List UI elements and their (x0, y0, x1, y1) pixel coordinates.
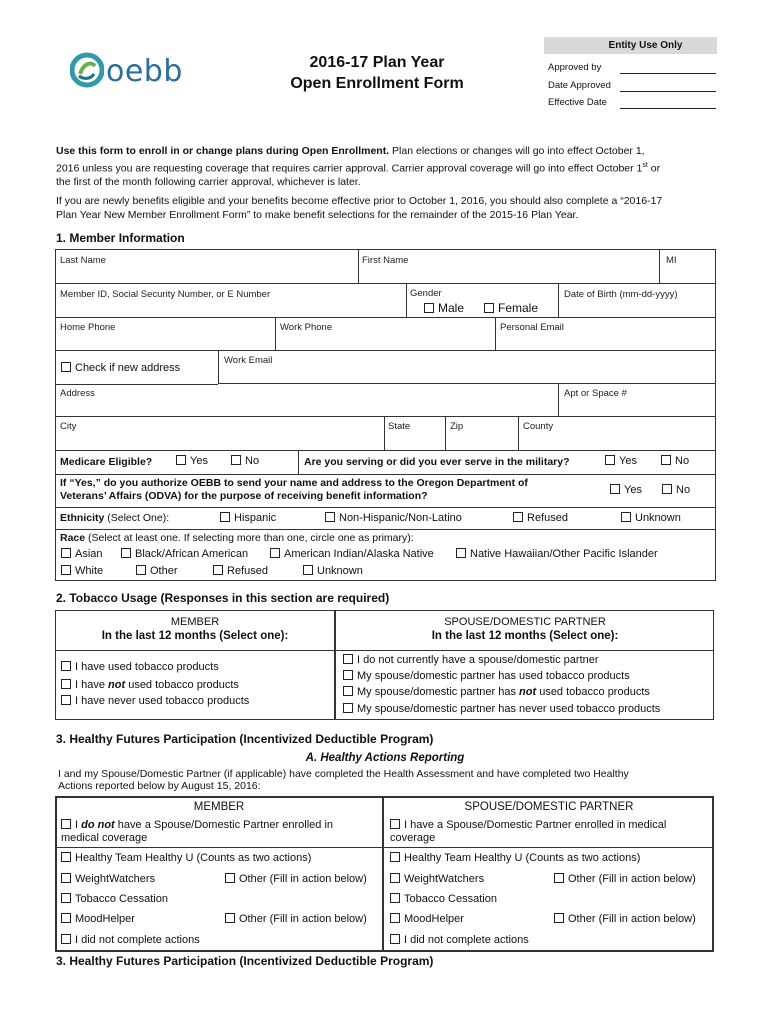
odva-no-checkbox[interactable] (662, 484, 672, 494)
option-text: Tobacco Cessation (404, 893, 497, 905)
ha-member-moodhelper-option[interactable] (61, 913, 135, 925)
new-address-checkbox[interactable] (61, 362, 71, 372)
gender-label: Gender (410, 288, 442, 299)
approved-by-label: Approved by (548, 62, 602, 73)
ha-member-header: MEMBER (193, 801, 245, 813)
medicare-label: Medicare Eligible? (60, 456, 153, 468)
intro-text: If you are newly benefits eligible and your benefits become effective prior to October 1, 2016, you should also complete a “2016-17 (56, 195, 663, 207)
ethnicity-refused-label: Refused (527, 512, 568, 524)
american-indian-label: American Indian/Alaska Native (284, 548, 434, 560)
hispanic-checkbox[interactable] (220, 512, 230, 522)
state-label: State (388, 421, 411, 432)
race-bold: Race (60, 532, 86, 544)
race-unknown-label: Unknown (317, 565, 363, 577)
option-text: Other (Fill in action below) (568, 913, 696, 925)
ha-member-healthy-team-checkbox[interactable] (61, 852, 71, 862)
ha-member-tobacco-cessation-checkbox[interactable] (61, 893, 71, 903)
military-no-checkbox[interactable] (661, 455, 671, 465)
race-other-option[interactable] (136, 565, 178, 577)
ethnicity-hispanic-option[interactable] (220, 512, 276, 524)
medicare-yes-checkbox[interactable] (176, 455, 186, 465)
option-text: I did not complete actions (404, 934, 529, 946)
odva-yes-option[interactable] (610, 484, 642, 496)
section3-desc-line1: I and my Spouse/Domestic Partner (if applicable) have completed the Health Assessment and have completed two Healthy (58, 768, 629, 780)
option-text: have a Spouse/Domestic Partner enrolled in (114, 819, 334, 831)
race-refused-checkbox[interactable] (213, 565, 223, 575)
ha-member-other-2-option[interactable] (225, 913, 367, 925)
ethnicity-unknown-checkbox[interactable] (621, 512, 631, 522)
form-title (272, 52, 482, 94)
odva-question (60, 477, 600, 503)
hispanic-label: Hispanic (234, 512, 277, 524)
ha-member-no-spouse-option[interactable] (61, 819, 379, 845)
military-label: Are you serving or did you ever serve in the military? (304, 456, 570, 468)
intro-bold: Use this form to enroll in or change plans during Open Enrollment. (56, 145, 390, 157)
section3-subtitle: A. Healthy Actions Reporting (305, 752, 465, 764)
effective-date-label: Effective Date (548, 97, 607, 108)
section3-title: 3. Healthy Futures Participation (Incentivized Deductible Program) (56, 732, 434, 746)
military-no-option[interactable] (661, 455, 689, 467)
intro-sup: st (642, 161, 648, 169)
ethnicity-unknown-label: Unknown (635, 512, 681, 524)
race-asian-option[interactable] (61, 548, 103, 560)
tobacco-spouse-used-option[interactable] (343, 670, 630, 682)
logo-text: oebb (106, 54, 183, 89)
tobacco-spouse-not-used-option[interactable] (343, 686, 650, 698)
option-text: I have a Spouse/Domestic Partner enrolled in medical (404, 819, 667, 831)
pacific-islander-label: Native Hawaiian/Other Pacific Islander (470, 548, 658, 560)
option-text: My spouse/domestic partner has (357, 686, 520, 698)
state-field[interactable] (385, 434, 445, 448)
form-title-line2: Open Enrollment Form (290, 75, 464, 92)
male-checkbox[interactable] (424, 303, 434, 313)
ethnicity-refused-option[interactable] (513, 512, 568, 524)
american-indian-checkbox[interactable] (270, 548, 280, 558)
date-approved-label: Date Approved (548, 80, 611, 91)
asian-label: Asian (75, 548, 103, 560)
race-refused-option[interactable] (213, 565, 268, 577)
ha-spouse-not-complete-option[interactable] (390, 934, 529, 946)
pacific-islander-checkbox[interactable] (456, 548, 466, 558)
option-text: My spouse/domestic partner has never used tobacco products (357, 703, 661, 715)
race-unknown-checkbox[interactable] (303, 565, 313, 575)
military-yes-checkbox[interactable] (605, 455, 615, 465)
section2-title: 2. Tobacco Usage (Responses in this section are required) (56, 591, 390, 605)
apt-label: Apt or Space # (564, 388, 627, 399)
tobacco-spouse-never-checkbox[interactable] (343, 703, 353, 713)
tobacco-spouse-not-used-checkbox[interactable] (343, 686, 353, 696)
tobacco-spouse-header (336, 615, 714, 643)
ethnicity-refused-checkbox[interactable] (513, 512, 523, 522)
section3-footer-title: 3. Healthy Futures Participation (Incentivized Deductible Program) (56, 954, 434, 968)
dob-label: Date of Birth (mm-dd-yyyy) (564, 289, 678, 300)
form-title-line1: 2016-17 Plan Year (309, 54, 445, 71)
member-id-label: Member ID, Social Security Number, or E Number (60, 289, 271, 300)
last-name-label: Last Name (60, 255, 106, 266)
option-text: My spouse/domestic partner has used tobacco products (357, 670, 630, 682)
ha-spouse-weightwatchers-checkbox[interactable] (390, 873, 400, 883)
address-field[interactable] (56, 401, 558, 415)
home-phone-label: Home Phone (60, 322, 116, 333)
ha-spouse-other-2-option[interactable] (554, 913, 696, 925)
personal-email-field[interactable] (496, 335, 715, 349)
zip-label: Zip (450, 421, 464, 432)
gender-female-option[interactable] (484, 301, 538, 315)
ha-spouse-tobacco-cessation-option[interactable] (390, 893, 497, 905)
option-text: Other (Fill in action below) (568, 873, 696, 885)
odva-yes-checkbox[interactable] (610, 484, 620, 494)
ethnicity-unknown-option[interactable] (621, 512, 681, 524)
county-label: County (523, 421, 554, 432)
ha-spouse-not-complete-checkbox[interactable] (390, 934, 400, 944)
county-field[interactable] (519, 434, 715, 448)
ethnicity-label (60, 512, 169, 524)
option-text: MoodHelper (404, 913, 464, 925)
non-hispanic-checkbox[interactable] (325, 512, 335, 522)
option-text: Healthy Team Healthy U (Counts as two actions) (75, 852, 312, 864)
ethnicity-rest: (Select One): (104, 512, 170, 524)
race-american-indian-option[interactable] (270, 548, 434, 560)
first-name-field[interactable] (359, 268, 659, 282)
section1-title: 1. Member Information (56, 231, 185, 245)
race-other-label: Other (150, 565, 178, 577)
zip-field[interactable] (446, 434, 518, 448)
female-label: Female (498, 301, 539, 315)
non-hispanic-label: Non-Hispanic/Non-Latino (339, 512, 462, 524)
entity-use-title: Entity Use Only (544, 37, 717, 54)
section3-description (58, 768, 718, 792)
ha-spouse-other-2-checkbox[interactable] (554, 913, 564, 923)
option-text: I have used tobacco products (75, 661, 219, 673)
male-label: Male (438, 301, 465, 315)
black-checkbox[interactable] (121, 548, 131, 558)
ha-spouse-moodhelper-option[interactable] (390, 913, 464, 925)
ha-member-tobacco-cessation-option[interactable] (61, 893, 168, 905)
work-email-label: Work Email (224, 355, 273, 366)
no-label: No (676, 484, 691, 496)
tobacco-spouse-never-option[interactable] (343, 703, 660, 715)
address-label: Address (60, 388, 95, 399)
last-name-field[interactable] (56, 268, 358, 282)
odva-line1: If “Yes,” do you authorize OEBB to send your name and address to the Oregon Department of (60, 477, 528, 489)
intro-text: the first of the month following carrier approval, whichever is later. (56, 175, 361, 188)
option-text: I have (75, 679, 109, 691)
option-text: used tobacco products (125, 679, 239, 691)
tobacco-member-never-checkbox[interactable] (61, 695, 71, 705)
tobacco-member-h2: In the last 12 months (Select one): (101, 630, 289, 642)
medicare-yes-option[interactable] (176, 455, 208, 467)
ha-spouse-header: SPOUSE/DOMESTIC PARTNER (464, 801, 634, 813)
option-text: Tobacco Cessation (75, 893, 168, 905)
personal-email-label: Personal Email (500, 322, 564, 333)
ha-member-other-1-checkbox[interactable] (225, 873, 235, 883)
dob-field[interactable] (559, 302, 715, 316)
mi-field[interactable] (660, 268, 715, 282)
city-label: City (60, 421, 77, 432)
work-email-field[interactable] (219, 368, 715, 382)
medicare-no-checkbox[interactable] (231, 455, 241, 465)
date-approved-line[interactable] (620, 91, 716, 92)
ha-spouse-enrolled-checkbox[interactable] (390, 819, 400, 829)
race-label (60, 532, 414, 544)
intro-text: Plan Year New Member Enrollment Form” to make benefit selections for the remainder of the 2015-16 Plan Year. (56, 208, 579, 221)
first-name-label: First Name (362, 255, 409, 266)
ethnicity-non-hispanic-option[interactable] (325, 512, 462, 524)
tobacco-spouse-h1: SPOUSE/DOMESTIC PARTNER (444, 616, 606, 628)
race-rest: (Select at least one. If selecting more than one, circle one as primary): (85, 532, 414, 544)
yes-label: Yes (190, 455, 208, 467)
ha-spouse-healthy-team-checkbox[interactable] (390, 852, 400, 862)
ha-member-weightwatchers-option[interactable] (61, 873, 155, 885)
option-text: Other (Fill in action below) (239, 913, 367, 925)
medicare-no-option[interactable] (231, 455, 259, 467)
ha-member-healthy-team-option[interactable] (61, 852, 311, 864)
female-checkbox[interactable] (484, 303, 494, 313)
ha-spouse-other-1-checkbox[interactable] (554, 873, 564, 883)
new-address-option[interactable] (61, 362, 180, 374)
mi-label: MI (666, 255, 677, 266)
race-other-checkbox[interactable] (136, 565, 146, 575)
ha-spouse-tobacco-cessation-checkbox[interactable] (390, 893, 400, 903)
tobacco-spouse-none-checkbox[interactable] (343, 654, 353, 664)
member-id-field[interactable] (56, 302, 406, 316)
intro-text: or (647, 162, 661, 174)
new-address-label: Check if new address (75, 362, 181, 374)
ha-spouse-weightwatchers-option[interactable] (390, 873, 484, 885)
ha-member-not-complete-checkbox[interactable] (61, 934, 71, 944)
ha-member-other-2-checkbox[interactable] (225, 913, 235, 923)
work-phone-label: Work Phone (280, 322, 333, 333)
ha-spouse-moodhelper-checkbox[interactable] (390, 913, 400, 923)
race-refused-label: Refused (227, 565, 268, 577)
option-text: I did not complete actions (75, 934, 200, 946)
gender-male-option[interactable] (424, 301, 464, 315)
ha-member-other-1-option[interactable] (225, 873, 367, 885)
yes-label: Yes (619, 455, 637, 467)
tobacco-member-h1: MEMBER (170, 616, 220, 628)
ha-spouse-other-1-option[interactable] (554, 873, 696, 885)
option-emphasis: not (108, 679, 126, 691)
odva-no-option[interactable] (662, 484, 690, 496)
tobacco-member-not-used-checkbox[interactable] (61, 679, 71, 689)
option-text: WeightWatchers (404, 873, 485, 885)
no-label: No (675, 455, 690, 467)
option-text: coverage (390, 832, 436, 844)
asian-checkbox[interactable] (61, 548, 71, 558)
option-text: used tobacco products (536, 686, 650, 698)
tobacco-spouse-none-option[interactable] (343, 654, 599, 666)
intro-paragraph-2 (56, 195, 721, 222)
ha-member-not-complete-option[interactable] (61, 934, 200, 946)
tobacco-member-used-option[interactable] (61, 661, 219, 673)
ha-member-moodhelper-checkbox[interactable] (61, 913, 71, 923)
option-text: Healthy Team Healthy U (Counts as two actions) (404, 852, 641, 864)
option-text: medical coverage (61, 832, 148, 844)
race-white-option[interactable] (61, 565, 103, 577)
apt-field[interactable] (559, 401, 715, 415)
intro-text: Plan elections or changes will go into effect October 1, (389, 145, 645, 157)
race-pacific-islander-option[interactable] (456, 548, 658, 560)
white-checkbox[interactable] (61, 565, 71, 575)
tobacco-member-not-used-option[interactable] (61, 679, 239, 691)
option-emphasis: not (519, 686, 537, 698)
ethnicity-bold: Ethnicity (60, 512, 105, 524)
ha-spouse-enrolled-option[interactable] (390, 819, 710, 845)
option-emphasis: do not (81, 819, 115, 831)
option-text: I do not currently have a spouse/domestic partner (357, 654, 599, 666)
option-text: MoodHelper (75, 913, 135, 925)
race-black-option[interactable] (121, 548, 248, 560)
option-text: Other (Fill in action below) (239, 873, 367, 885)
tobacco-spouse-used-checkbox[interactable] (343, 670, 353, 680)
race-unknown-option[interactable] (303, 565, 363, 577)
tobacco-member-never-option[interactable] (61, 695, 249, 707)
entity-use-box (544, 37, 717, 112)
tobacco-member-used-checkbox[interactable] (61, 661, 71, 671)
oebb-logo-icon (70, 52, 104, 88)
option-text: I have never used tobacco products (75, 695, 250, 707)
option-text: I (75, 819, 82, 831)
tobacco-member-header (56, 615, 334, 643)
tobacco-spouse-h2: In the last 12 months (Select one): (431, 630, 619, 642)
home-phone-field[interactable] (56, 335, 275, 349)
city-field[interactable] (56, 434, 384, 448)
black-label: Black/African American (135, 548, 249, 560)
intro-text: 2016 unless you are requesting coverage that requires carrier approval. Carrier approval coverage will go into effect October 1 (56, 162, 643, 174)
ha-member-weightwatchers-checkbox[interactable] (61, 873, 71, 883)
military-yes-option[interactable] (605, 455, 637, 467)
yes-label: Yes (624, 484, 642, 496)
ha-spouse-healthy-team-option[interactable] (390, 852, 640, 864)
work-phone-field[interactable] (276, 335, 495, 349)
odva-line2: Veterans’ Affairs (ODVA) for the purpose of receiving benefit information? (60, 490, 428, 502)
approved-by-line[interactable] (620, 73, 716, 74)
option-text: WeightWatchers (75, 873, 156, 885)
oebb-logo (70, 52, 190, 92)
section3-desc-line2: Actions reported below by August 15, 2016: (58, 780, 261, 792)
intro-paragraph-1 (56, 145, 721, 189)
no-label: No (245, 455, 260, 467)
ha-member-no-spouse-checkbox[interactable] (61, 819, 71, 829)
white-label: White (75, 565, 104, 577)
effective-date-line[interactable] (620, 108, 716, 109)
